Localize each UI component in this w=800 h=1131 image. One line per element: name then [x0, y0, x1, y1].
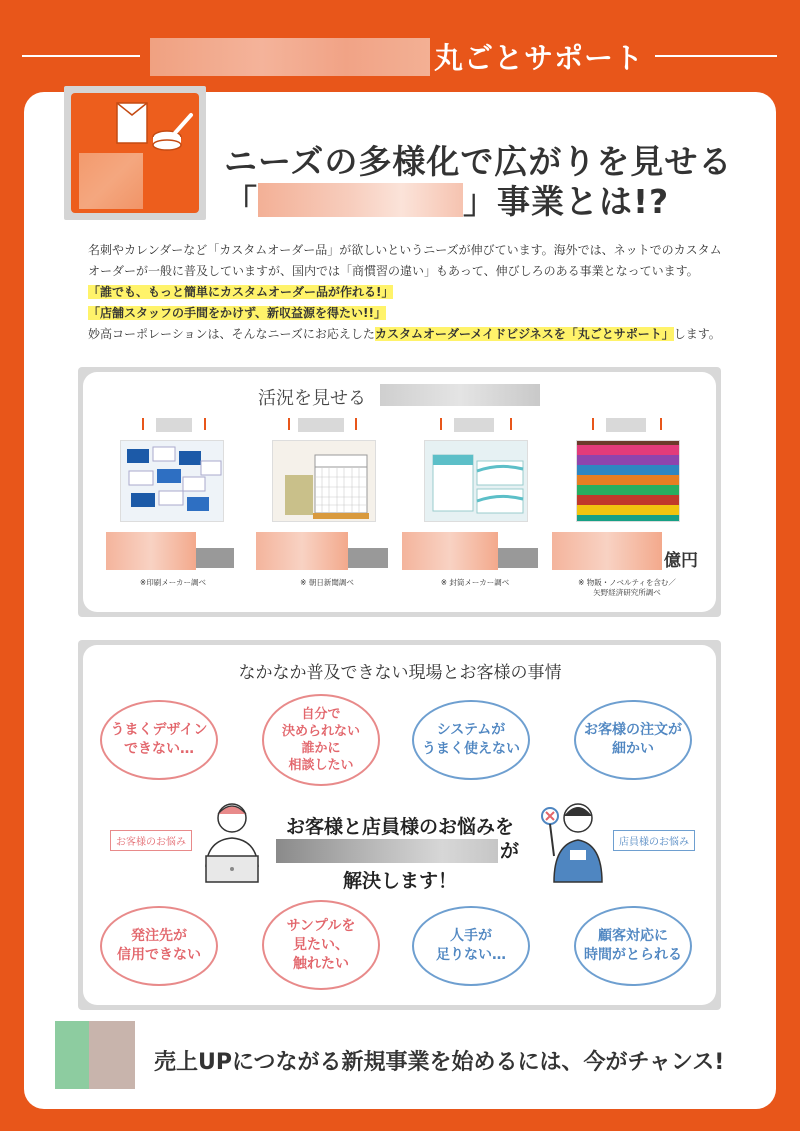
issues-title: なかなか普及できない現場とお客様の事情 [238, 663, 562, 683]
solution-ga: が [500, 840, 520, 862]
tshirt-image [576, 440, 680, 522]
highlight-1: 「誰でも、もっと簡単にカスタムオーダー品が作れる!」 [88, 285, 394, 299]
redacted-business-name [258, 183, 463, 217]
market-note-1: ※印刷メーカー調べ [139, 578, 207, 587]
header-title: 丸ごとサポート [434, 41, 645, 75]
market-note-2: ※ 朝日新聞調べ [300, 578, 354, 587]
header-rule-right [655, 55, 777, 57]
business-card-image [120, 440, 224, 522]
envelope-bowl-icon [71, 93, 199, 153]
highlight-3: カスタムオーダーメイドビジネスを「丸ごとサポート」 [374, 327, 674, 341]
market-note-4: ※ 物販・ノベルティを含む／ 矢野経済研究所調べ [578, 578, 676, 597]
staff-bubble-2: お客様の注文が 細かい [574, 700, 692, 780]
staff-bubble-1: システムが うまく使えない [412, 700, 530, 780]
headline-line2: 「 」事業とは!? [224, 182, 670, 221]
solution-line3: 解決します！ [342, 870, 457, 892]
market-note-3: ※ 封筒メーカー調べ [440, 578, 510, 587]
highlight-2: 「店舗スタッフの手間をかけず、新収益源を得たい!!」 [88, 306, 386, 320]
staff-bubble-4: 顧客対応に 時間がとられる [574, 906, 692, 986]
redacted-logo-text [79, 153, 143, 209]
headline-line1: ニーズの多様化で広がりを見せる [224, 142, 733, 181]
redacted-market-title [380, 384, 540, 406]
redacted-solution-name [276, 839, 498, 863]
customer-bubble-2: 自分で 決められない 誰かに 相談したい [262, 694, 380, 786]
redacted-brand-name [150, 38, 430, 76]
calendar-image [272, 440, 376, 522]
customer-bubble-3: 発注先が 信用できない [100, 906, 218, 986]
market-title: 活況を見せる [258, 388, 366, 409]
customer-bubble-4: サンプルを 見たい、 触れたい [262, 900, 380, 990]
intro-text: 名刺やカレンダーなど「カスタムオーダー品」が欲しいというニーズが伸びています。海外では、ネットでのカスタム オーダーが一般に普及していますが、国内では「商慣習の違い」もあって、伸びしろのある事業となっています。 「誰でも、もっと簡単にカスタムオーダー品が作れる!」 「店舗スタッフの手間をかけず、新収益源を得たい!!」 妙高コーポレーションは、そんなニーズにお応えしたカスタムオーダーメイドビジネスを「丸ごとサポート」します。 [88, 243, 722, 341]
brand-logo [64, 86, 206, 220]
customer-bubble-1: うまくデザイン できない… [100, 700, 218, 780]
envelope-image [424, 440, 528, 522]
customer-tag: お客様のお悩み [110, 830, 192, 851]
staff-bubble-3: 人手が 足りない… [412, 906, 530, 986]
solution-line1: お客様と店員様のお悩みを [285, 816, 514, 838]
redacted-footer-logo [55, 1021, 135, 1089]
footer-cta: 売上UPにつながる新規事業を始めるには、今がチャンス! [154, 1050, 725, 1075]
staff-tag: 店員様のお悩み [613, 830, 695, 851]
header-rule-left [22, 55, 140, 57]
market-unit: 億円 [664, 551, 698, 571]
